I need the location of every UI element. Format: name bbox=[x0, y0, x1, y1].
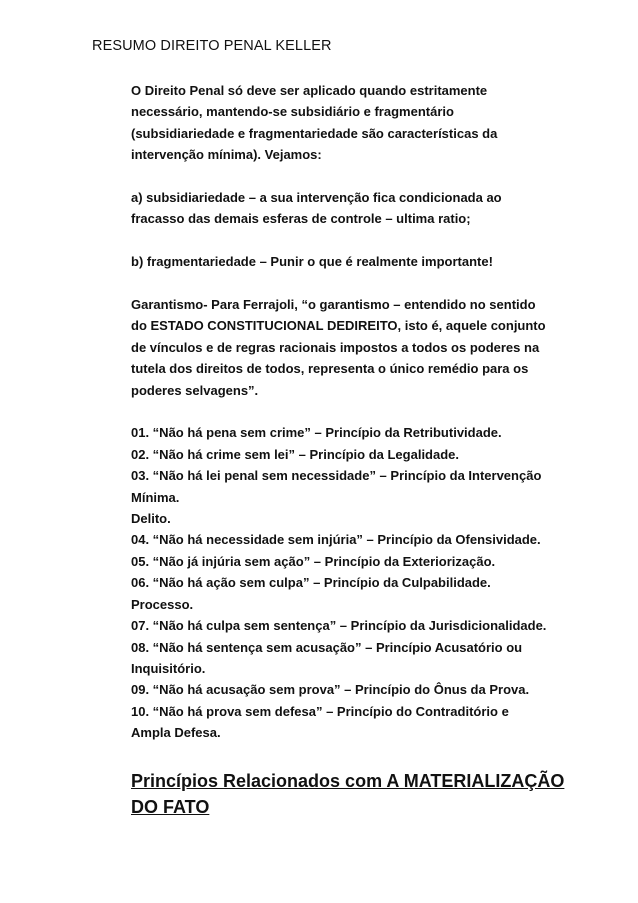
text-line: (subsidiariedade e fragmentariedade são características da bbox=[131, 125, 498, 141]
section-heading bbox=[131, 768, 571, 820]
list-item: Mínima. bbox=[131, 489, 180, 505]
text-line: tutela dos direitos de todos, representa o único remédio para os bbox=[131, 361, 529, 377]
text-line: fracasso das demais esferas de controle – ultima ratio; bbox=[131, 211, 471, 227]
paragraph-intro bbox=[131, 80, 571, 166]
paragraph-spacer bbox=[131, 273, 571, 294]
list-item: 09. “Não há acusação sem prova” – Princípio do Ônus da Prova. bbox=[131, 682, 530, 698]
text-line: a) subsidiariedade – a sua intervenção fica condicionada ao bbox=[131, 190, 502, 206]
text-line: poderes selvagens”. bbox=[131, 382, 259, 398]
list-item: 06. “Não há ação sem culpa” – Princípio da Culpabilidade. bbox=[131, 575, 491, 591]
section-heading-line: Princípios Relacionados com A MATERIALIZAÇÃO bbox=[131, 770, 565, 791]
section-spacer bbox=[131, 744, 571, 768]
list-item: Ampla Defesa. bbox=[131, 725, 221, 741]
list-item: Delito. bbox=[131, 511, 171, 527]
list-item: 03. “Não há lei penal sem necessidade” – Princípio da Intervenção bbox=[131, 468, 542, 484]
text-line: intervenção mínima). Vejamos: bbox=[131, 147, 322, 163]
list-item: 05. “Não já injúria sem ação” – Princípio da Exteriorização. bbox=[131, 553, 496, 569]
list-item: 02. “Não há crime sem lei” – Princípio da Legalidade. bbox=[131, 446, 460, 462]
document-header: RESUMO DIREITO PENAL KELLER bbox=[92, 38, 332, 54]
principles-list bbox=[131, 422, 571, 743]
paragraph-subsidiariedade bbox=[131, 187, 571, 230]
paragraph-spacer bbox=[131, 230, 571, 251]
text-line: do ESTADO CONSTITUCIONAL DEDIREITO, isto é, aquele conjunto bbox=[131, 318, 546, 334]
list-item: Inquisitório. bbox=[131, 660, 206, 676]
text-line: Garantismo- Para Ferrajoli, “o garantismo – entendido no sentido bbox=[131, 297, 536, 313]
paragraph-spacer bbox=[131, 166, 571, 187]
list-item: 07. “Não há culpa sem sentença” – Princípio da Jurisdicionalidade. bbox=[131, 618, 547, 634]
list-item: 10. “Não há prova sem defesa” – Princípio do Contraditório e bbox=[131, 703, 509, 719]
text-line: b) fragmentariedade – Punir o que é realmente importante! bbox=[131, 254, 493, 270]
list-item: 04. “Não há necessidade sem injúria” – Princípio da Ofensividade. bbox=[131, 532, 541, 548]
text-line: de vínculos e de regras racionais impostos a todos os poderes na bbox=[131, 339, 540, 355]
list-item: 01. “Não há pena sem crime” – Princípio da Retributividade. bbox=[131, 425, 502, 441]
list-item: Processo. bbox=[131, 596, 194, 612]
paragraph-garantismo bbox=[131, 294, 571, 401]
list-item: 08. “Não há sentença sem acusação” – Princípio Acusatório ou bbox=[131, 639, 523, 655]
text-line: necessário, mantendo-se subsidiário e fragmentário bbox=[131, 104, 454, 120]
document-body bbox=[131, 80, 571, 820]
section-heading-line: DO FATO bbox=[131, 796, 210, 817]
text-line: O Direito Penal só deve ser aplicado quando estritamente bbox=[131, 83, 488, 98]
paragraph-fragmentariedade bbox=[131, 251, 571, 272]
paragraph-spacer bbox=[131, 401, 571, 422]
